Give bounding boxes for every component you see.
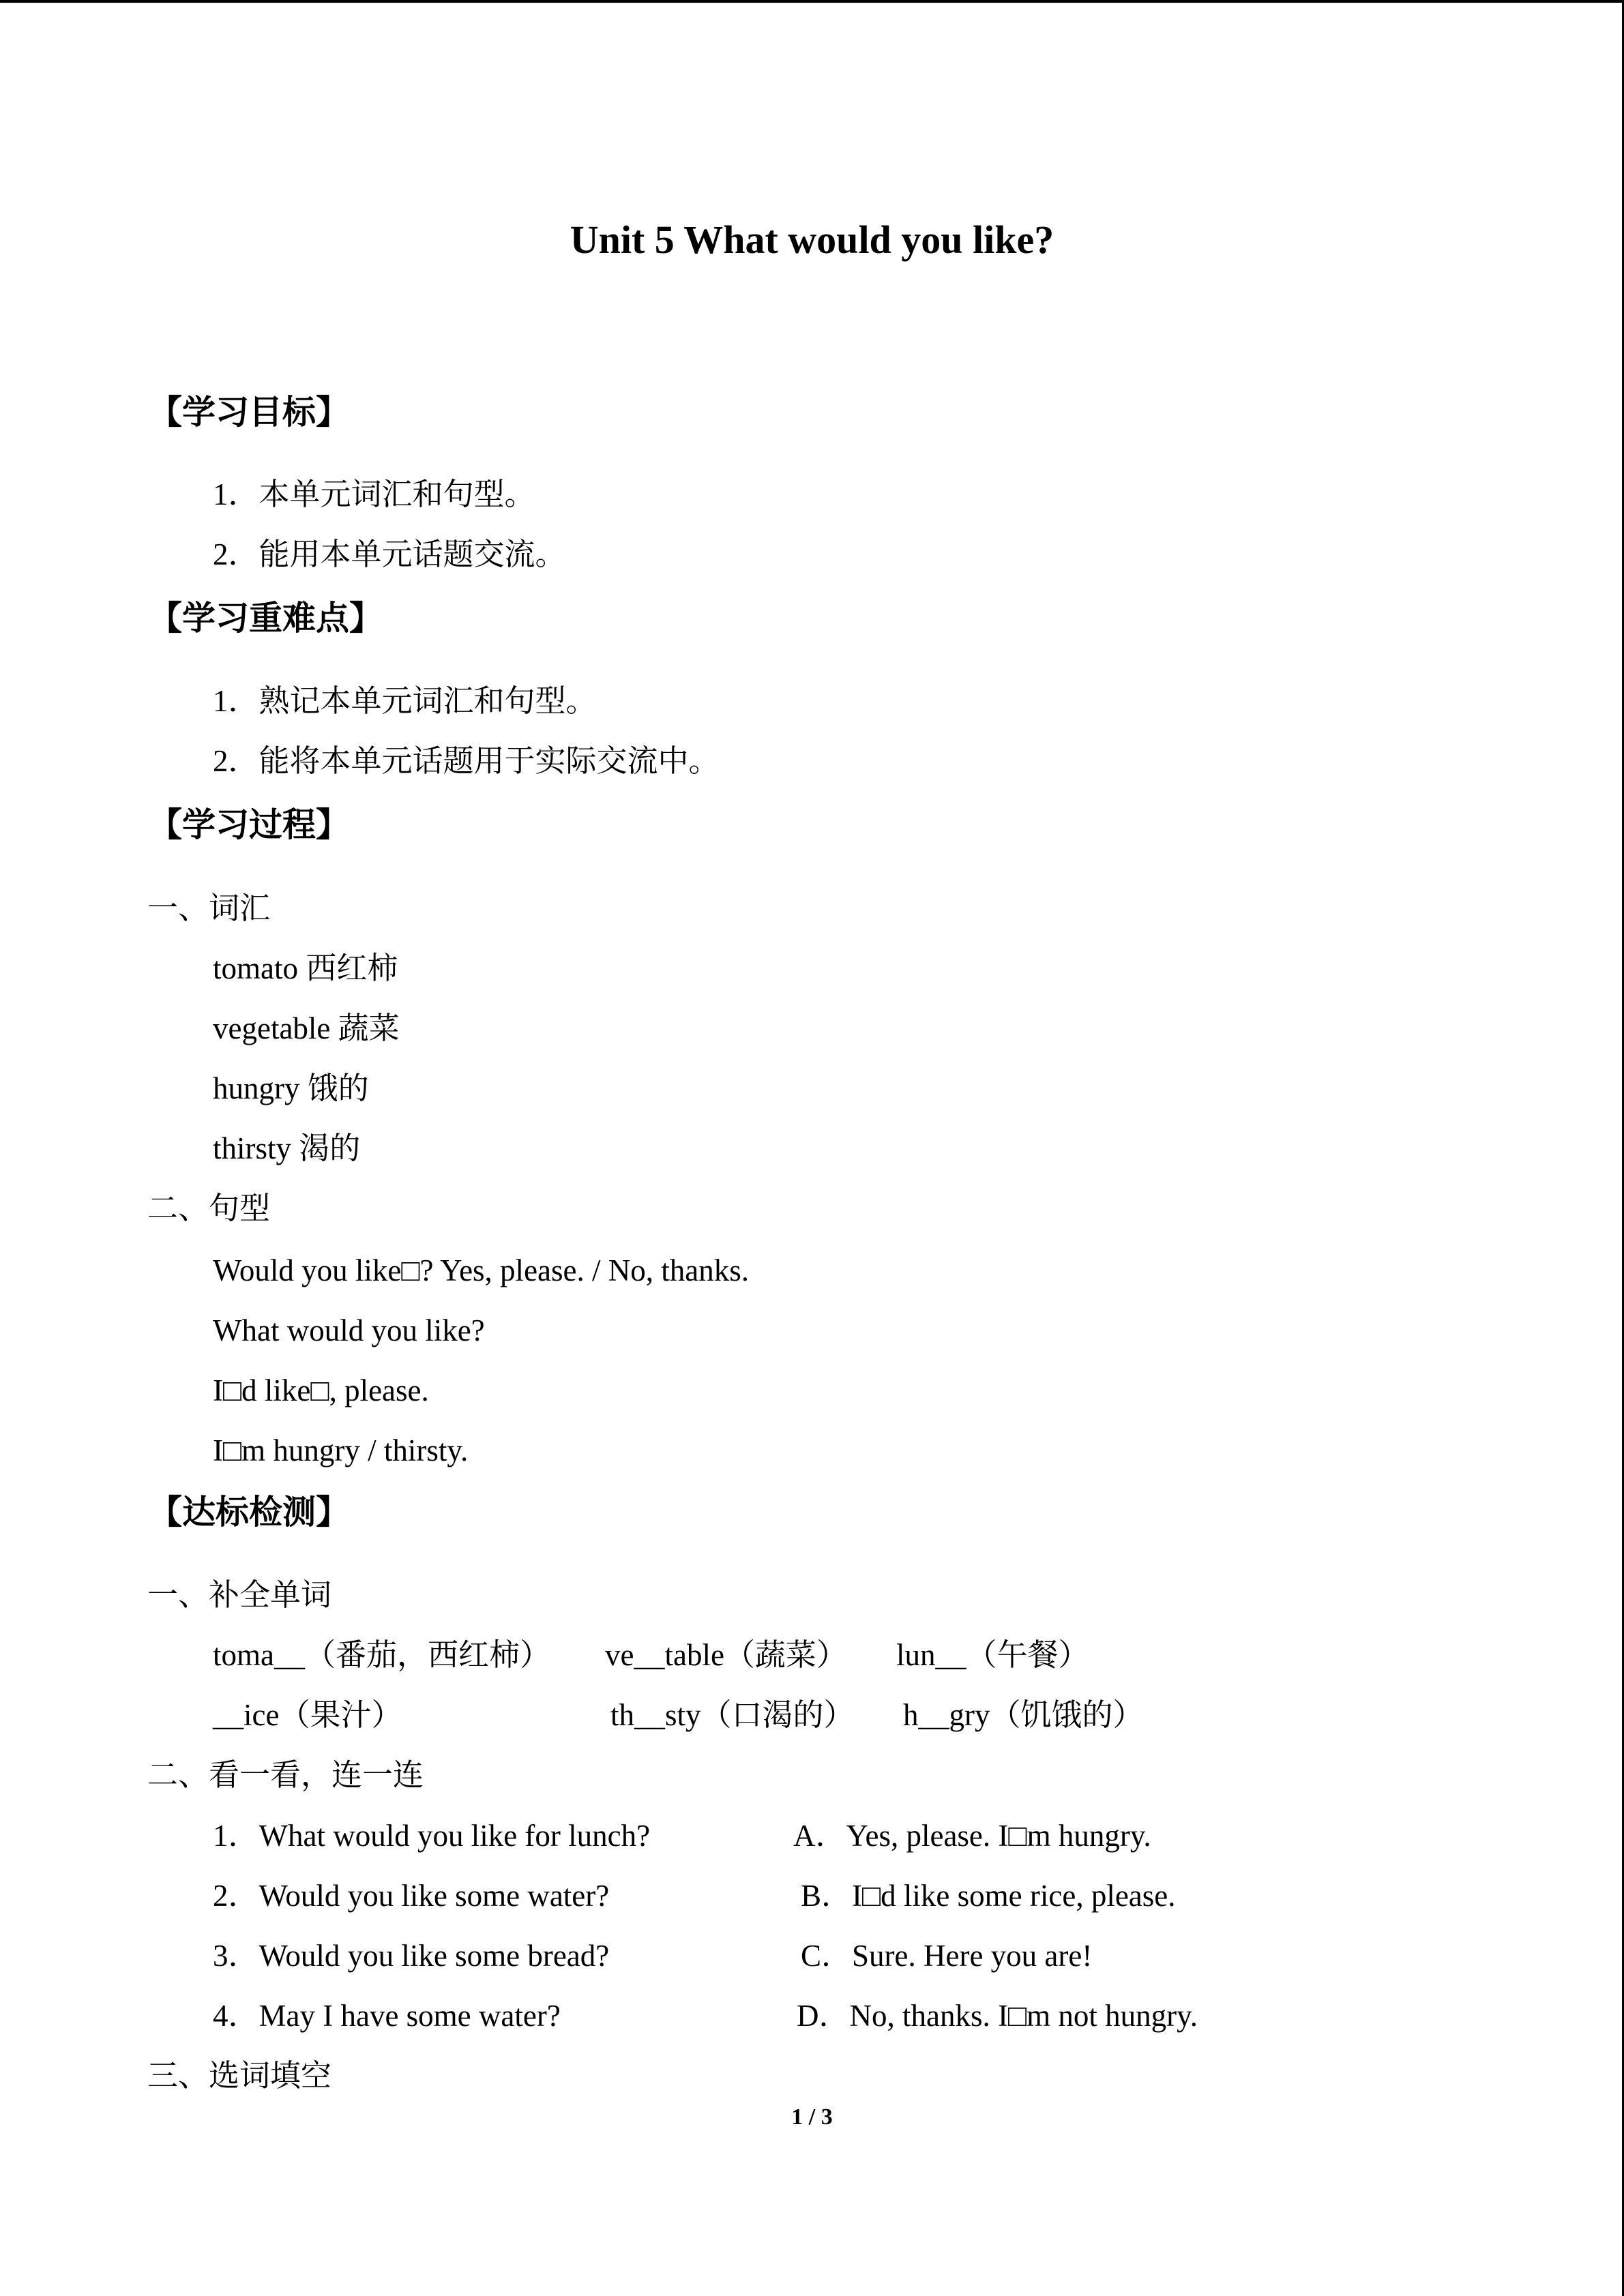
match-answer-a: A．Yes, please. I□m hungry. — [793, 1819, 1151, 1853]
match-title: 二、看一看，连一连 — [147, 1758, 424, 1792]
vocab-title: 一、词汇 — [147, 891, 271, 925]
heading-check: 【达标检测】 — [149, 1493, 350, 1532]
vocab-item-3: hungry 饿的 — [213, 1071, 369, 1105]
fill-word-thirsty: th__sty（口渴的） — [610, 1698, 855, 1732]
page-number: 1 / 3 — [791, 2104, 833, 2130]
fill-word-juice: __ice（果汁） — [213, 1698, 402, 1732]
choose-title: 三、选词填空 — [147, 2059, 332, 2093]
match-question-1: 1．What would you like for lunch? — [213, 1819, 651, 1853]
key-point-item-1: 1．熟记本单元词汇和句型。 — [213, 684, 597, 718]
vocab-item-4: thirsty 渴的 — [213, 1131, 361, 1165]
heading-process: 【学习过程】 — [149, 805, 350, 844]
match-answer-d: D．No, thanks. I□m not hungry. — [797, 1999, 1198, 2033]
vocab-item-2: vegetable 蔬菜 — [213, 1011, 400, 1045]
goal-item-2: 2．能用本单元话题交流。 — [213, 537, 566, 571]
goal-item-1: 1．本单元词汇和句型。 — [213, 477, 535, 511]
sentence-item-1: Would you like□? Yes, please. / No, thanks. — [213, 1253, 749, 1287]
heading-key-points: 【学习重难点】 — [149, 599, 383, 638]
fill-word-tomato: toma__（番茄，西红柿） — [213, 1638, 550, 1672]
page-title: Unit 5 What would you like? — [570, 218, 1054, 262]
match-answer-c: C．Sure. Here you are! — [801, 1939, 1093, 1973]
sentence-item-2: What would you like? — [213, 1313, 485, 1347]
sentence-item-3: I□d like□, please. — [213, 1373, 429, 1407]
sentences-title: 二、句型 — [147, 1191, 271, 1225]
heading-goals: 【学习目标】 — [149, 393, 350, 432]
top-border — [0, 0, 1624, 3]
sentence-item-4: I□m hungry / thirsty. — [213, 1433, 469, 1467]
fill-word-lunch: lun__（午餐） — [896, 1638, 1089, 1672]
fill-word-hungry: h__gry（饥饿的） — [903, 1698, 1144, 1732]
key-point-item-2: 2．能将本单元话题用于实际交流中。 — [213, 744, 720, 778]
match-question-3: 3．Would you like some bread? — [213, 1939, 610, 1973]
match-question-2: 2．Would you like some water? — [213, 1879, 610, 1913]
vocab-item-1: tomato 西红柿 — [213, 951, 398, 985]
match-answer-b: B．I□d like some rice, please. — [801, 1879, 1176, 1913]
fill-word-vegetable: ve__table（蔬菜） — [605, 1638, 847, 1672]
fill-title: 一、补全单词 — [147, 1578, 332, 1612]
match-question-4: 4．May I have some water? — [213, 1999, 561, 2033]
